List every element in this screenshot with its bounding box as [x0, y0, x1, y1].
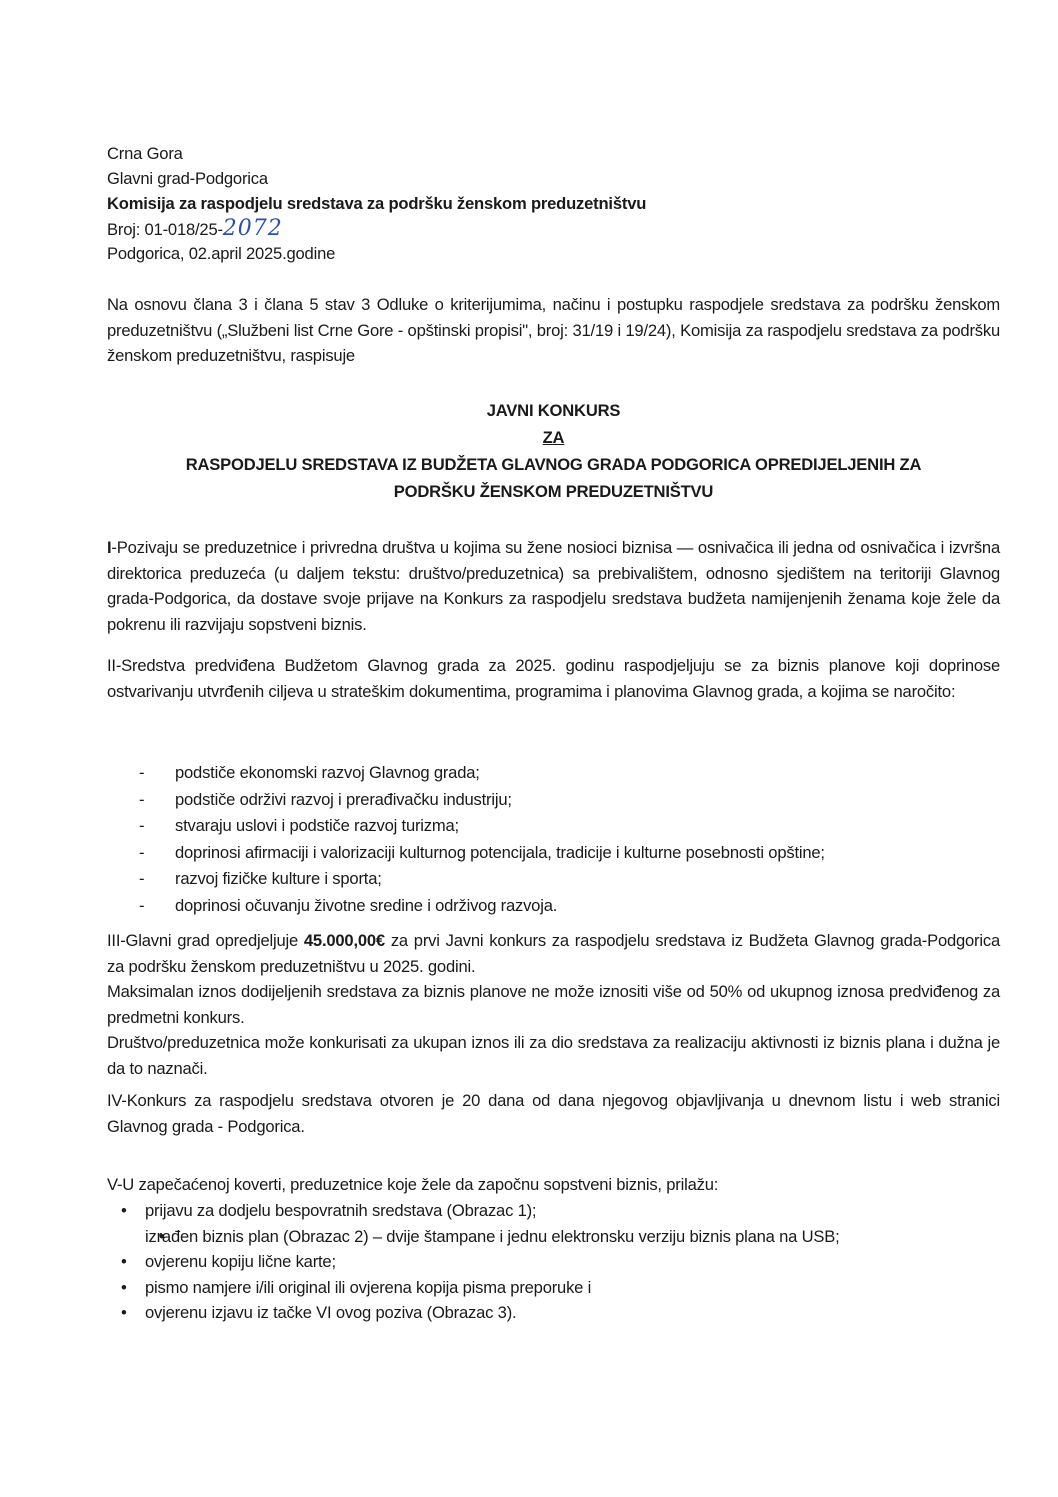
list-item: • prijavu za dodjelu bespovratnih sredstava (Obrazac 1); — [107, 1198, 1000, 1224]
list-item: - razvoj fizičke kulture i sporta; — [137, 866, 997, 893]
document-date: Podgorica, 02.april 2025.godine — [107, 244, 336, 263]
list-item: - podstiče ekonomski razvoj Glavnog grada; — [137, 760, 997, 787]
list-item: • pismo namjere i/ili original ili ovjerena kopija pisma preporuke i — [107, 1275, 1000, 1301]
section-2: II-Sredstva predviđena Budžetom Glavnog grada za 2025. godinu raspodjeljuju se za biznis planove koji doprinose ostvarivanju utvrđenih ciljeva u strateškim dokumentima, programima i planovima Glavnog grada, a kojima se naročito: — [107, 656, 1000, 701]
list-item: • ovjerenu izjavu iz tačke VI ovog poziva (Obrazac 3). — [107, 1300, 1000, 1326]
text: III-Glavni grad opredjeljuje — [107, 931, 304, 950]
section-3-amount-paragraph — [107, 928, 1000, 979]
amount: 45.000,00€ — [303, 931, 385, 950]
country: Crna Gora — [107, 144, 183, 163]
section-1-text: -Pozivaju se preduzetnice i privredna društva u kojima su žene nosioci biznisa — osnivačica ili jedna od osnivačica i izvršna direktorica preduzeća (u daljem tekstu: društvo/preduzetnica) sa prebivalištem, odnosno sjedištem na teritoriji Glavnog grada-Podgorica, da dostave svoje prijave na Konkurs za raspodjelu sredstava budžeta namijenjenih ženama koje žele da pokrenu ili razvijaju sopstveni biznis. — [107, 538, 1000, 634]
list-item: - doprinosi očuvanju životne sredine i održivog razvoja. — [137, 893, 997, 920]
title-line-4: PODRŠKU ŽENSKOM PREDUZETNIŠTVU — [393, 482, 714, 501]
section-4: IV-Konkurs za raspodjelu sredstava otvoren je 20 dana od dana njegovog objavljivanja u dnevnom listu i web stranici Glavnog grada - Podgorica. — [107, 1091, 1000, 1136]
section-1 — [107, 535, 1000, 637]
list-item: - podstiče održivi razvoj i prerađivačku industriju; — [137, 787, 997, 814]
section-3-max-paragraph: Maksimalan iznos dodijeljenih sredstava za biznis planove ne može iznositi više od 50% od ukupnog iznosa predviđenog za predmetni konkurs. — [107, 982, 1000, 1027]
document-number — [107, 216, 1000, 241]
list-item: • ovjerenu kopiju lične karte; — [107, 1249, 1000, 1275]
title-line-2: ZA — [542, 428, 565, 447]
section-3-partial-paragraph: Društvo/preduzetnica može konkurisati za ukupan iznos ili za dio sredstava za realizaciju aktivnosti iz biznis plana i dužna je da to naznači. — [107, 1033, 1000, 1078]
text: za prvi Javni konkurs za raspodjelu sredstava iz Budžeta Glavnog grada-Podgorica za podršku ženskom preduzetništvu u 2025. godini. — [107, 931, 1000, 976]
intro-paragraph: Na osnovu člana 3 i člana 5 stav 3 Odluke o kriterijumima, načinu i postupku raspodjele sredstava za podršku ženskom preduzetništvu („Službeni list Crne Gore - opštinski propisi", broj: 31/19 i 19/24), Komisija za raspodjelu sredstava za podršku ženskom preduzetništvu, raspisuje — [107, 295, 1000, 365]
title-line-1: JAVNI KONKURS — [486, 401, 621, 420]
city: Glavni grad-Podgorica — [107, 169, 268, 188]
section-1-prefix: I — [107, 538, 112, 557]
section-3 — [107, 928, 1000, 1081]
list-item: • izrađen biznis plan (Obrazac 2) – dvije štampane i jednu elektronsku verziju biznis plana na USB; — [107, 1224, 1000, 1250]
section-2-list — [137, 760, 997, 919]
section-5: V-U zapečaćenoj koverti, preduzetnice koje žele da započnu sopstveni biznis, prilažu: — [107, 1175, 719, 1194]
document-title — [107, 397, 1000, 505]
handwritten-number: 2072 — [222, 216, 283, 241]
section-5-list — [107, 1198, 1000, 1326]
list-item: - doprinosi afirmaciji i valorizaciji kulturnog potencijala, tradicije i kulturne posebnosti opštine; — [137, 840, 997, 867]
title-line-3: RASPODJELU SREDSTAVA IZ BUDŽETA GLAVNOG GRADA PODGORICA OPREDIJELJENIH ZA — [185, 455, 922, 474]
number-label: Broj: 01-018/25- — [107, 220, 223, 239]
document-header — [107, 141, 1000, 266]
commission-name: Komisija za raspodjelu sredstava za podršku ženskom preduzetništvu — [107, 194, 647, 213]
list-item: - stvaraju uslovi i podstiče razvoj turizma; — [137, 813, 997, 840]
